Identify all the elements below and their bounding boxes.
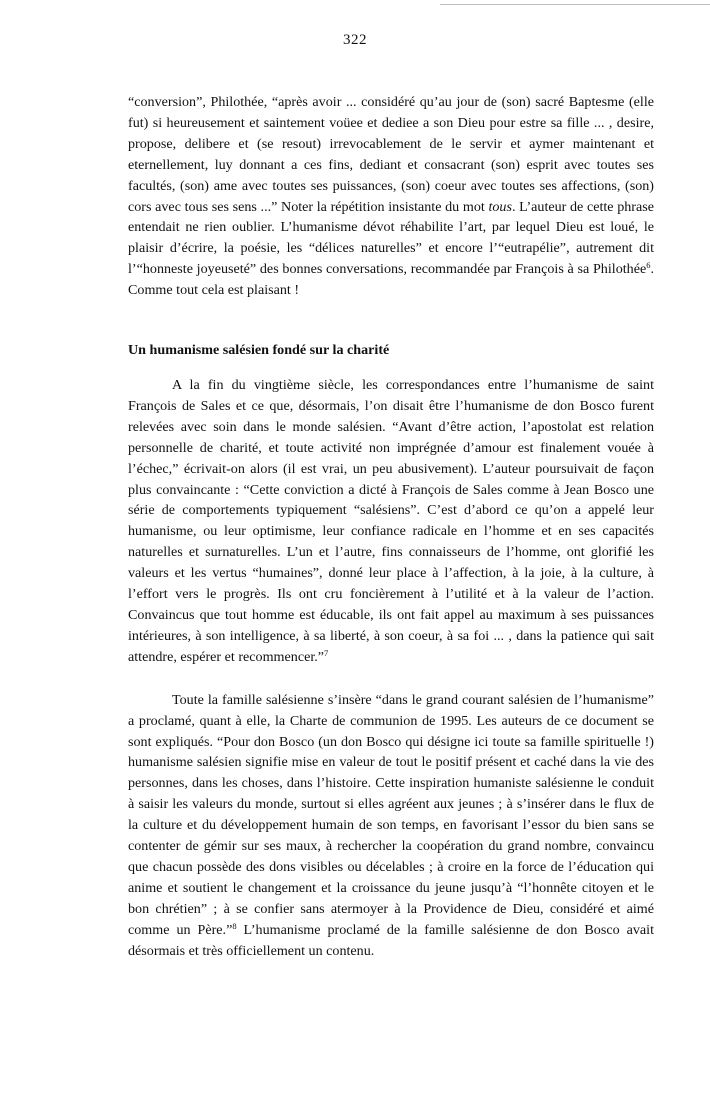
- top-rule: [440, 4, 710, 5]
- paragraph-1-text-c: . Comme tout cela est plaisant !: [128, 261, 654, 299]
- paragraph-3-text: Toute la famille salésienne s’insère “dans le grand courant salésien de l’humanisme” a proclamé, quant à elle, la Charte de communion de 1995. Les auteurs de ce document se sont expliqués. “Pour don Bosco (un don Bosco qui désigne ici toute sa famille spirituelle !) humanisme salésien signifie mise en valeur de tout le positif présent et caché dans la vie des personnes, dans les choses, dans l’histoire. Cette inspiration humaniste salésienne le conduit à saisir les valeurs du monde, surtout si elles agréent aux jeunes ; à s’insérer dans le flux de la culture et du développement humain de son temps, en favorisant l’essor du bien sans se contenter de gémir sur ses maux, à rechercher la coopération du grand nombre, convaincu que chacun possède des dons visibles ou décelables ; à croire en la force de l’éducation qui anime et soutient le changement et la croissance du jeune jusqu’à “l’honnête citoyen et le bon chrétien” ; à se confier sans atermoyer à la Providence de Dieu, considéré et aimé comme un Père.”: [128, 691, 654, 938]
- footnote-ref-6: 6: [646, 260, 651, 271]
- paragraph-1: [128, 92, 654, 301]
- paragraph-3: [128, 690, 654, 962]
- emphasis-tous: tous: [488, 198, 512, 215]
- paragraph-2: [128, 375, 654, 668]
- footnote-ref-8: 8: [232, 920, 237, 931]
- paragraph-1-text-b: . L’auteur de cette phrase entendait ne rien oublier. L’humanisme dévot réhabilite l’art, par lequel Dieu est loué, le plaisir d’écrire, la poésie, les “délices naturelles” et encore l’“eutrapélie”, autrement dit l’“honneste joyeuseté” des bonnes conversations, recommandée par François à sa Philothée: [128, 198, 654, 278]
- paragraph-3-text-after: L’humanisme proclamé de la famille salésienne de don Bosco avait désormais et très officiellement un contenu.: [128, 921, 654, 959]
- section-humanisme-salesien: [128, 340, 654, 976]
- paragraph-2-text: A la fin du vingtième siècle, les correspondances entre l’humanisme de saint François de Sales et ce que, désormais, l’on disait être l’humanisme de don Bosco furent relevées avec soin dans le monde salésien. “Avant d’être action, l’apostolat est relation personnelle de charité, et toute activité non imprégnée d’amour est finalement vouée à l’échec,” écrivait-on alors (il est vrai, un peu abusivement). L’auteur poursuivait de façon plus convaincante : “Cette conviction a dicté à François de Sales comme à Jean Bosco une série de comportements typiquement “salésiens”. C’est d’abord ce qu’on a appelé leur humanisme, ou leur optimisme, leur confiance radicale en l’homme et en ses capacités naturelles et surnaturelles. L’un et l’autre, fins connaisseurs de l’homme, ont glorifié les valeurs et les vertus “humaines”, donné leur place à l’affection, à la joie, à la culture, à l’effort vers le progrès. Ils ont cru foncièrement à l’utilité et à la valeur de l’action. Convaincus que tout homme est éducable, ils ont fait appel au maximum à ses puissances intérieures, à son intelligence, à sa liberté, à son coeur, à sa foi ... , dans la patience qui sait attendre, espérer et recommencer.”: [128, 377, 654, 665]
- section-heading: Un humanisme salésien fondé sur la charité: [128, 342, 390, 358]
- footnote-ref-7: 7: [324, 647, 329, 658]
- paragraph-philothee: [128, 92, 654, 301]
- page-number: 322: [343, 32, 367, 48]
- paragraph-1-text-a: “conversion”, Philothée, “après avoir ... considéré qu’au jour de (son) sacré Baptesme (elle fut) si heureusement et saintement voüee et dediee a son Dieu pour estre sa fille ... , desire, propose, delibere et (se resout) irrevocablement de le servir et aymer maintenant et eternellement, luy donnant a ces fins, dediant et consacrant (son) esprit avec toutes ses facultés, (son) ame avec toutes ses puissances, (son) coeur avec toutes ses affections, (son) cors avec tous ses sens ...” Noter la répétition insistante du mot: [128, 94, 654, 215]
